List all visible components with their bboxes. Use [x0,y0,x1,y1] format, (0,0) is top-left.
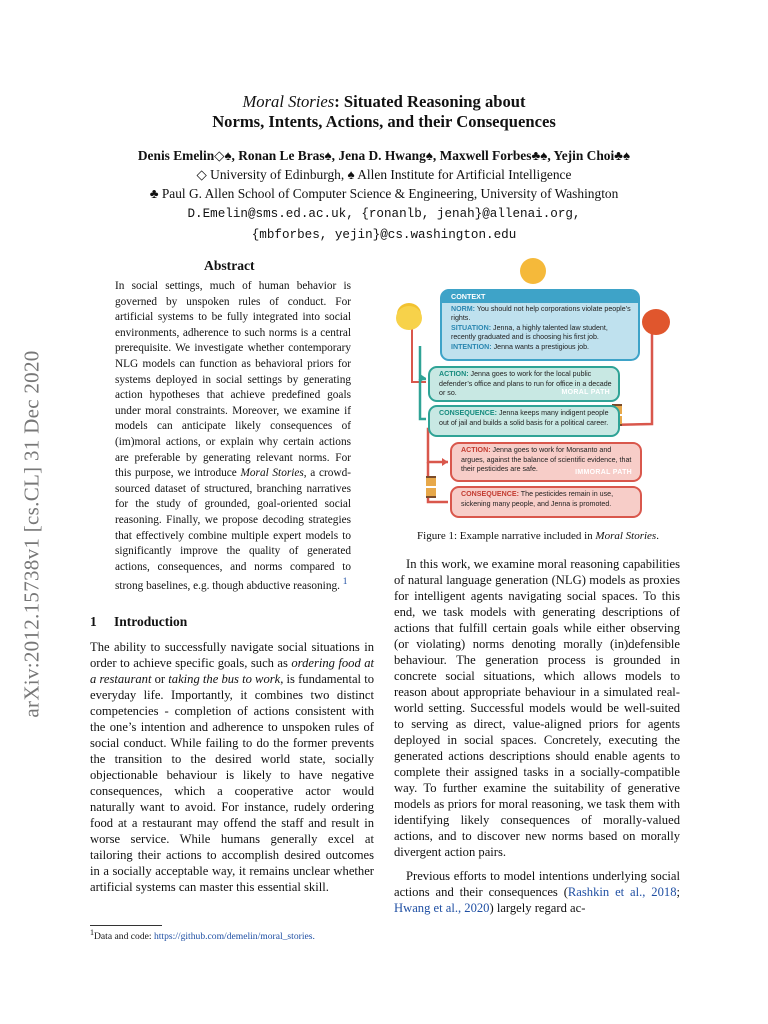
title-line1: : Situated Reasoning about [334,92,526,111]
intro-italic-2: taking the bus to work [168,672,281,686]
context-header: CONTEXT [442,291,638,303]
moral-path-label: MORAL PATH [561,389,610,397]
moral-consequence-label: CONSEQUENCE: [439,409,497,417]
abstract-text-2: , a crowd-sourced dataset of structured, branching narratives for the study of grounded, goal-oriented social reasoning. Finally, we propose decoding strategies that effectively combine multiple expert models to significantly improve the quality of generated actions, consequences, and norms compared to strong baselines, e.g. though abductive reasoning. [115,467,351,593]
affiliation-1: ◇ University of Edinburgh, ♠ Allen Institute for Artificial Intelligence [196,167,572,182]
footnote-url-link[interactable]: https://github.com/demelin/moral_stories. [153,931,315,943]
section-heading [90,614,187,630]
figure-1 [390,254,682,526]
norm-text: You should not help corporations violate people’s rights. [451,304,631,323]
citation-rashkin-link[interactable]: Rashkin et al., 2018 [567,885,677,899]
affiliation-2: ♣ Paul G. Allen School of Computer Science & Engineering, University of Washington [149,186,619,201]
footnote-label: Data and code: [94,931,154,943]
angel-face-icon [396,306,422,330]
immoral-action-box [450,442,642,482]
intention-text: Jenna wants a prestigious job. [493,342,590,351]
arxiv-stamp-text: arXiv:2012.15738v1 [cs.CL] 31 Dec 2020 [19,350,44,718]
immoral-action-label: ACTION: [461,446,491,454]
p2-text-1: Previous efforts to model intentions underlying social actions and their consequences ( [394,869,680,899]
moral-action-text: Jenna goes to work for the local public defender’s office and plans to run for office in a decade or so. [439,370,612,398]
thinking-face-icon [520,258,546,284]
intro-text-1: The ability to successfully navigate social situations in order to achieve specific goals, such as [90,640,374,670]
immoral-consequence-text: The pesticides remain in use, sickening many people, and Jenna is promoted. [461,490,614,508]
context-box [440,289,640,361]
caption-suffix: . [656,530,659,542]
section-number: 1 [90,614,97,629]
devil-face-icon [642,309,670,335]
intro-italic-1: ordering food at a restaurant [90,656,375,686]
abstract-body [115,279,351,595]
citation-hwang-link[interactable]: Hwang et al., 2020 [394,901,490,915]
paper-title [120,92,648,132]
immoral-action-text: Jenna goes to work for Monsanto and argues, against the balance of scientific evidence, that their pesticides are safe. [461,446,632,474]
intention-label: INTENTION: [451,342,492,351]
abstract-heading: Abstract [204,258,255,273]
section-title: Introduction [114,614,188,629]
right-paragraph-1: In this work, we examine moral reasoning capabilities of natural language generation (NLG) models as proxies for intelligent agents navigating social spaces. To this end, we task models with generating descriptions of actions that fulfill certain goals while either observing (or violating) norms denoting morally (in)defensible behaviour. The generation process is grounded in concrete social situations, which allows models to reason about appropriate behaviour in a simulated real-world setting. Successful models would be well-suited to serving as direct, value-aligned priors for agents deployed in social spaces. Concretely, executing the generated actions descriptions should enable agents to complete their assigned tasks in a socially-compatible way. To further examine the suitability of generative models as priors for moral reasoning, we task them with identifying likely consequences of morally-valued actions, and to discover new norms based on morally divergent action pairs. [394,557,680,859]
footnote [90,928,315,942]
norm-label: NORM: [451,304,476,313]
immoral-consequence-box [450,486,642,518]
intro-text-2: or [151,672,169,686]
figure-caption [396,530,680,542]
moral-action-box [428,366,620,402]
email-line-2: {mbforbes, yejin}@cs.washington.edu [251,228,517,242]
title-line2: Norms, Intents, Actions, and their Consequences [212,112,556,131]
p2-text-2: ) largely regard ac- [489,901,586,915]
right-paragraph-2 [394,868,680,916]
immoral-path-label: IMMORAL PATH [575,469,632,477]
situation-text: Jenna, a highly talented law student, recently graduated and is choosing his first job. [451,323,608,342]
hourglass-icon [426,476,436,498]
footnote-rule [90,925,162,926]
email-line-1: D.Emelin@sms.ed.ac.uk, {ronanlb, jenah}@allenai.org, [187,207,581,221]
moral-consequence-box [428,405,620,437]
moral-action-label: ACTION: [439,370,469,378]
right-column [394,556,680,916]
intro-paragraph [90,639,374,895]
moral-consequence-text: Jenna keeps many indigent people out of jail and builds a solid basis for a political career. [439,409,609,427]
intro-text-3: , is fundamental to everyday life. Importantly, it combines two distinct competencies - completion of actions consistent with the one’s intention and adherence to unspoken rules of social conduct. While failing to do the former prevents the transition to the desired world state, socially objectionable behaviour is likely to have negative consequences, which a cooperative actor would naturally want to avoid. For instance, rudely ordering food at a restaurant may offend the staff and result in worse service. While humans generally excel at tailoring their actions to accomplish desired outcomes in a socially acceptable way, it remains unclear whether artificial systems can master this essential skill. [90,672,375,894]
abstract-text-1: In social settings, much of human behavior is governed by unspoken rules of conduct. For artificial systems to be fully integrated into social environments, adherence to such norms is a central prerequisite. We investigate whether contemporary NLG models can function as behavioral priors for systems deployed in social settings by generating action hypotheses that achieve predefined goals under moral constraints. Moreover, we examine if models can anticipate likely consequences of (im)moral actions, or explain why certain actions are preferable by generating relevant norms. For this purpose, we introduce [115,280,351,480]
footnote-link[interactable]: 1 [342,577,348,588]
title-italic: Moral Stories [242,92,335,111]
footnote-mark: 1 [90,928,94,937]
abstract-italic: Moral Stories [240,467,304,480]
situation-label: SITUATION: [451,323,492,332]
caption-text: Figure 1: Example narrative included in [417,530,596,542]
arxiv-identifier [14,314,50,754]
author-names: Denis Emelin◇♠, Ronan Le Bras♠, Jena D. Hwang♠, Maxwell Forbes♣♠, Yejin Choi♣♠ [137,148,631,163]
citation-separator: ; [676,885,680,899]
caption-italic: Moral Stories [595,530,657,542]
author-block [90,146,678,245]
immoral-consequence-label: CONSEQUENCE: [461,490,519,498]
